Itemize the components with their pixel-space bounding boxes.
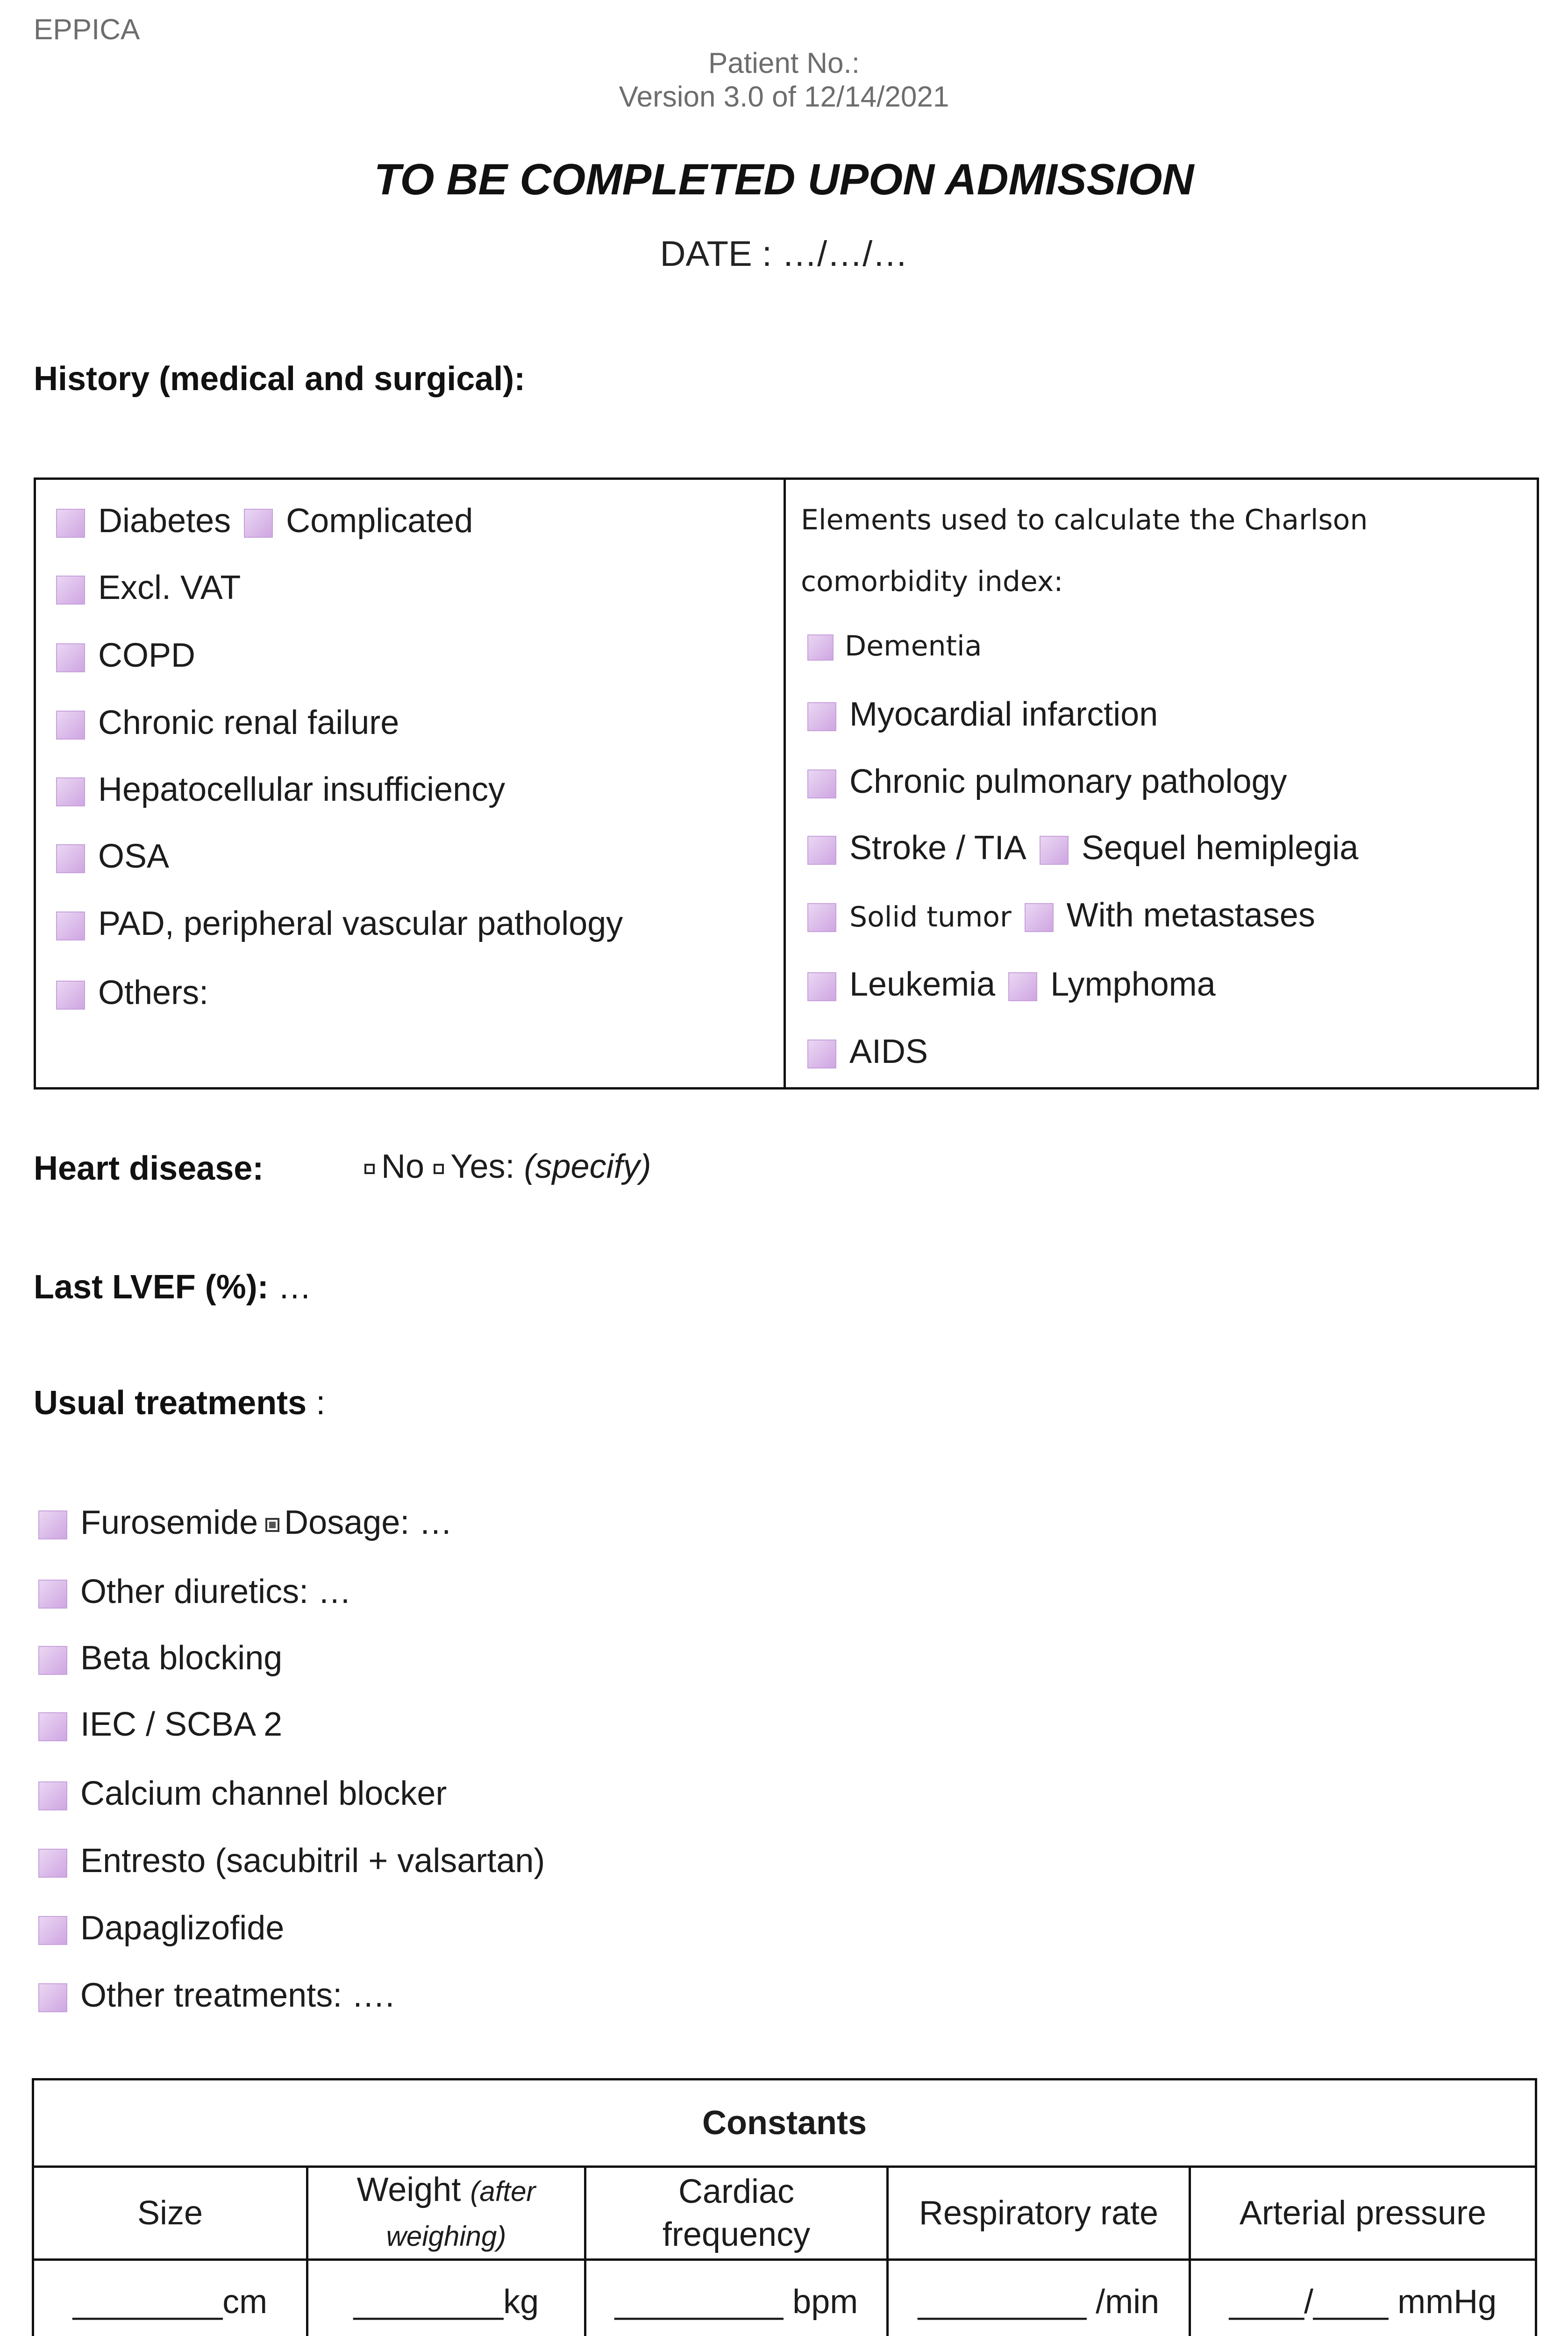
- history-item-pad[interactable]: PAD, peripheral vascular pathology: [56, 903, 623, 945]
- other-diuretics-checkbox[interactable]: [38, 1580, 67, 1609]
- iec-scba-checkbox[interactable]: [38, 1712, 67, 1741]
- charlson-item-tumor[interactable]: Solid tumor With metastases: [807, 894, 1315, 938]
- hemiplegia-checkbox[interactable]: [1040, 836, 1069, 865]
- treatment-item[interactable]: Beta blocking: [38, 1637, 282, 1679]
- treatment-item[interactable]: Dapaglizofide: [38, 1907, 284, 1949]
- treatments-heading-row: Usual treatments :: [34, 1384, 326, 1422]
- leukemia-checkbox[interactable]: [807, 972, 836, 1001]
- history-item-osa[interactable]: OSA: [56, 835, 169, 877]
- history-item-diabetes[interactable]: Diabetes Complicated: [56, 500, 473, 542]
- arterial-pressure-input[interactable]: ____/____ mmHg: [1190, 2260, 1536, 2336]
- dementia-checkbox[interactable]: [807, 634, 834, 661]
- osa-checkbox[interactable]: [56, 844, 85, 873]
- version-label: Version 3.0 of 12/14/2021: [619, 81, 949, 113]
- entresto-checkbox[interactable]: [38, 1849, 67, 1878]
- history-item-renal[interactable]: Chronic renal failure: [56, 702, 399, 744]
- treatment-furosemide[interactable]: Furosemide Dosage: …: [38, 1502, 452, 1544]
- beta-blocking-checkbox[interactable]: [38, 1646, 67, 1675]
- treatment-item[interactable]: Other treatments: ….: [38, 1974, 394, 2016]
- history-item-hepatocellular[interactable]: Hepatocellular insufficiency: [56, 769, 505, 811]
- diabetes-checkbox[interactable]: [56, 509, 85, 538]
- charlson-intro-line1: Elements used to calculate the Charlson: [801, 504, 1368, 536]
- treatments-heading: Usual treatments: [34, 1384, 307, 1422]
- treatment-item[interactable]: IEC / SCBA 2: [38, 1703, 282, 1745]
- history-item-others[interactable]: Others:: [56, 972, 208, 1014]
- aids-checkbox[interactable]: [807, 1040, 836, 1068]
- charlson-intro-line2: comorbidity index:: [801, 565, 1063, 598]
- history-divider: [784, 477, 786, 1090]
- charlson-item-mi[interactable]: Myocardial infarction: [807, 693, 1158, 735]
- date-field[interactable]: DATE : …/…/…: [660, 234, 908, 274]
- size-input[interactable]: ________cm: [33, 2260, 307, 2336]
- respiratory-rate-input[interactable]: _________ /min: [888, 2260, 1190, 2336]
- cpp-checkbox[interactable]: [807, 769, 836, 798]
- mi-checkbox[interactable]: [807, 702, 836, 731]
- org-name: EPPICA: [34, 14, 140, 46]
- page-title: TO BE COMPLETED UPON ADMISSION: [374, 155, 1194, 204]
- others-checkbox[interactable]: [56, 981, 85, 1010]
- history-item-copd[interactable]: COPD: [56, 634, 195, 677]
- furosemide-checkbox[interactable]: [38, 1510, 67, 1539]
- excl-vat-checkbox[interactable]: [56, 576, 85, 605]
- col-arterial-pressure: Arterial pressure: [1190, 2167, 1536, 2260]
- constants-table: [32, 2078, 1537, 2336]
- other-treatments-checkbox[interactable]: [38, 1983, 67, 2012]
- treatment-item[interactable]: Calcium channel blocker: [38, 1773, 447, 1815]
- patient-number-label: Patient No.:: [708, 47, 860, 79]
- charlson-item-dementia[interactable]: Dementia: [807, 625, 982, 667]
- heart-disease-options[interactable]: No Yes: (specify): [355, 1146, 651, 1188]
- lvef-label: Last LVEF (%):: [34, 1268, 269, 1306]
- complicated-checkbox[interactable]: [244, 509, 273, 538]
- history-item-excl-vat[interactable]: Excl. VAT: [56, 567, 241, 609]
- col-respiratory-rate: Respiratory rate: [888, 2167, 1190, 2260]
- charlson-item-stroke[interactable]: Stroke / TIA Sequel hemiplegia: [807, 827, 1358, 869]
- lvef-value[interactable]: …: [278, 1268, 312, 1306]
- history-heading: History (medical and surgical):: [34, 360, 526, 398]
- col-cardiac-frequency: Cardiac frequency: [585, 2167, 888, 2260]
- stroke-checkbox[interactable]: [807, 836, 836, 865]
- dapaglizofide-checkbox[interactable]: [38, 1916, 67, 1945]
- furosemide-dosage-checkbox[interactable]: [265, 1518, 279, 1532]
- pad-checkbox[interactable]: [56, 912, 85, 940]
- hepatocellular-checkbox[interactable]: [56, 777, 85, 806]
- charlson-item-leukemia[interactable]: Leukemia Lymphoma: [807, 963, 1216, 1005]
- col-weight: Weight (after weighing): [307, 2167, 585, 2260]
- calcium-blocker-checkbox[interactable]: [38, 1781, 67, 1810]
- heart-yes-checkbox[interactable]: [434, 1164, 444, 1174]
- solid-tumor-checkbox[interactable]: [807, 903, 836, 932]
- lvef-row: [34, 1268, 312, 1306]
- charlson-item-aids[interactable]: AIDS: [807, 1031, 928, 1073]
- constants-title: Constants: [33, 2080, 1536, 2167]
- charlson-item-cpp[interactable]: Chronic pulmonary pathology: [807, 761, 1287, 803]
- renal-checkbox[interactable]: [56, 711, 85, 740]
- col-size: Size: [33, 2167, 307, 2260]
- heart-disease-label: Heart disease:: [34, 1150, 264, 1187]
- lymphoma-checkbox[interactable]: [1008, 972, 1037, 1001]
- heart-no-checkbox[interactable]: [364, 1164, 375, 1174]
- treatment-item[interactable]: Other diuretics: …: [38, 1571, 351, 1613]
- cardiac-frequency-input[interactable]: _________ bpm: [585, 2260, 888, 2336]
- copd-checkbox[interactable]: [56, 643, 85, 672]
- metastases-checkbox[interactable]: [1025, 903, 1054, 932]
- treatment-item[interactable]: Entresto (sacubitril + valsartan): [38, 1840, 545, 1882]
- weight-input[interactable]: ________kg: [307, 2260, 585, 2336]
